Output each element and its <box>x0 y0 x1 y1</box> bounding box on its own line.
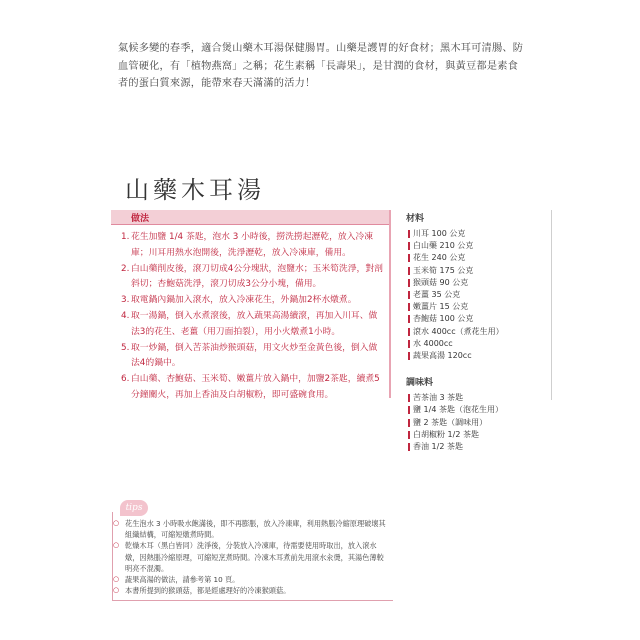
note-text: 花生泡水 3 小時吸水飽滿後，即不再膨脹，放入冷凍庫，利用熱脹冷縮原理破壞其組織結構，可縮短燉煮時間。 <box>125 519 386 540</box>
ingredient-item: 猴頭菇 90 公克 <box>408 277 551 289</box>
seasoning-item: 白胡椒粉 1/2 茶匙 <box>408 429 551 441</box>
ingredients-divider <box>551 210 552 400</box>
ingredient-item: 滾水 400cc（煮花生用） <box>408 326 551 338</box>
method-section <box>111 210 391 398</box>
ingredients-column <box>406 212 551 453</box>
intro-paragraph: 氣候多變的春季，適合煲山藥木耳湯保健腸胃。山藥是護胃的好食材；黑木耳可清腸、防血管硬化，有「植物燕窩」之稱；花生素稱「長壽果」，是甘潤的食材，與黃豆都是素食者的蛋白質來源，能帶來春天滿滿的活力！ <box>118 43 524 89</box>
ingredient-item: 嫩薑片 15 公克 <box>408 301 551 313</box>
step-number: 4. <box>121 310 130 321</box>
seasoning-item: 香油 1/2 茶匙 <box>408 441 551 453</box>
ingredient-item: 玉米筍 175 公克 <box>408 265 551 277</box>
method-step <box>121 230 383 262</box>
seasoning-item: 鹽 1/4 茶匙（泡花生用） <box>408 404 551 416</box>
ingredient-item: 白山藥 210 公克 <box>408 240 551 252</box>
note-item <box>113 574 388 585</box>
note-text: 本書所提到的猴頭菇，都是經處理好的冷凍猴頭菇。 <box>125 586 291 596</box>
method-step <box>121 262 383 294</box>
step-text: 取一湯鍋，倒入水煮滾後，放入蔬果高湯續滾，再加入川耳、做法3的花生、老薑（用刀面拍裂），用小火燉煮1小時。 <box>131 310 378 337</box>
step-number: 1. <box>121 232 130 242</box>
ingredient-item: 老薑 35 公克 <box>408 289 551 301</box>
step-text: 取電鍋內鍋加入滾水，放入冷凍花生，外鍋加2杯水燉煮。 <box>131 295 357 306</box>
method-step <box>121 372 383 404</box>
note-item <box>113 518 388 540</box>
seasoning-item: 鹽 2 茶匙（調味用） <box>408 417 551 429</box>
seasonings-heading: 調味料 <box>406 378 434 389</box>
circle-bullet-icon: ○ <box>113 519 120 527</box>
note-text: 乾燥木耳（黑白皆同）洗淨後，分裝放入冷凍庫，待需要使用時取出，放入滾水燉，因熱脹冷縮原理，可縮短烹煮時間。冷凍木耳煮前先用滾水汆燙，其湯色薄較明亮不混濁。 <box>125 541 384 573</box>
step-text: 取一炒鍋，倒入苦茶油炒猴頭菇，用文火炒至金黃色後，倒入做法4的鍋中。 <box>131 342 378 369</box>
note-text: 蔬果高湯的做法，請參考第 10 頁。 <box>125 575 240 585</box>
ingredient-item: 水 4000cc <box>408 338 551 350</box>
ingredients-list <box>406 228 551 362</box>
method-header <box>111 210 389 225</box>
notes-section <box>113 518 388 596</box>
method-step <box>121 341 383 373</box>
step-number: 6. <box>121 374 130 385</box>
ingredient-item: 川耳 100 公克 <box>408 228 551 240</box>
step-text: 白山藥、杏鮑菇、玉米筍、嫩薑片放入鍋中，加鹽2茶匙，續煮5分鐘關火，再加上香油及白胡椒粉，即可盛碗食用。 <box>131 374 380 400</box>
note-item <box>113 585 388 596</box>
method-steps <box>121 230 383 404</box>
step-text: 白山藥削皮後，滾刀切成4公分塊狀，泡鹽水；玉米筍洗淨，對剖斜切；杏鮑菇洗淨，滾刀切成3公分小塊，備用。 <box>131 263 383 290</box>
method-label: 做法 <box>131 214 150 224</box>
step-number: 2. <box>121 263 130 274</box>
seasonings-list <box>406 392 551 453</box>
circle-bullet-icon: ○ <box>113 575 120 584</box>
step-number: 3. <box>121 295 130 306</box>
ingredient-item: 花生 240 公克 <box>408 252 551 264</box>
step-number: 5. <box>121 342 130 353</box>
seasoning-item: 苦茶油 3 茶匙 <box>408 392 551 404</box>
ingredients-heading: 材料 <box>406 214 425 224</box>
circle-bullet-icon: ○ <box>113 586 120 595</box>
recipe-title: 山藥木耳湯 <box>125 176 265 204</box>
ingredient-item: 蔬果高湯 120cc <box>408 350 551 362</box>
tips-badge: tips <box>120 500 148 516</box>
method-step <box>121 309 383 341</box>
circle-bullet-icon: ○ <box>113 541 120 550</box>
ingredient-item: 杏鮑菇 100 公克 <box>408 313 551 325</box>
step-text: 花生加鹽 1/4 茶匙，泡水 3 小時後，撈洗撈起瀝乾，放入冷凍庫；川耳用熱水泡開後，洗淨瀝乾，放入冷凍庫，備用。 <box>131 232 374 258</box>
method-step <box>121 293 383 309</box>
note-item <box>113 540 388 574</box>
